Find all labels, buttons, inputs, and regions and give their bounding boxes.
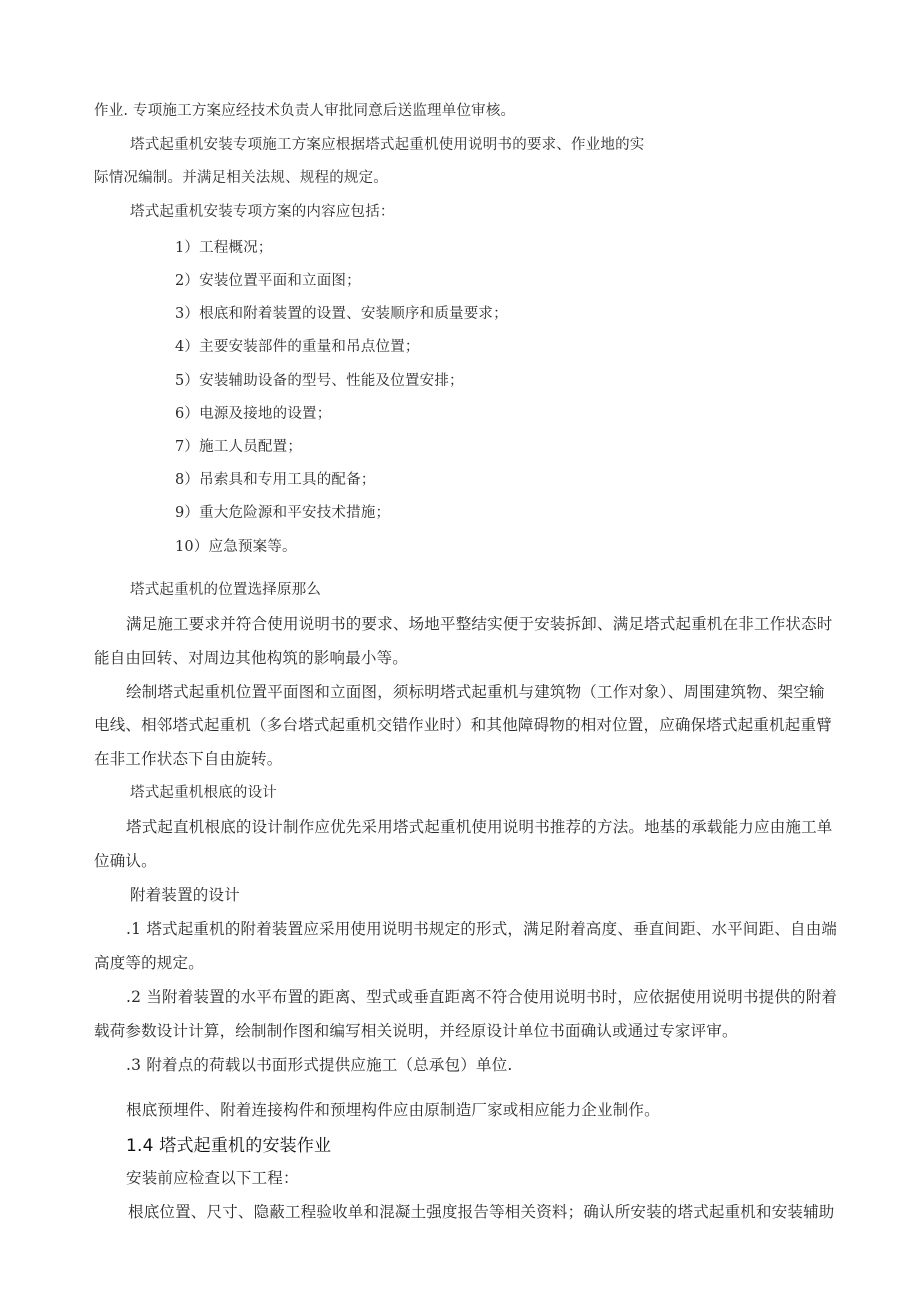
text-line: 安装前应检查以下工程： bbox=[126, 1169, 299, 1187]
text-line: .3 附着点的荷载以书面形式提供应施工（总承包）单位. bbox=[126, 1056, 513, 1074]
text-line: 电线、相邻塔式起重机（多台塔式起重机交错作业时）和其他障碍物的相对位置，应确保塔式起重机起重臂 bbox=[94, 716, 832, 734]
text-line: 塔式起重机安装专项施工方案应根据塔式起重机使用说明书的要求、作业地的实 bbox=[130, 137, 645, 153]
list-item: 8）吊索具和专用工具的配备； bbox=[175, 472, 376, 488]
text-line: 塔式起直机根底的设计制作应优先采用塔式起重机使用说明书推荐的方法。地基的承载能力应由施工单 bbox=[126, 818, 833, 836]
list-item: 7）施工人员配置； bbox=[175, 439, 303, 455]
text-line: 根底位置、尺寸、隐蔽工程验收单和混凝土强度报告等相关资料；确认所安装的塔式起重机和安装辅助 bbox=[128, 1203, 835, 1221]
section-heading: 附着装置的设计 bbox=[130, 886, 240, 904]
section-heading: 塔式起重机根底的设计 bbox=[130, 785, 277, 801]
list-item: 4）主要安装部件的重量和吊点位置； bbox=[175, 339, 420, 355]
text-line: 根底预埋件、附着连接构件和预埋构件应由原制造厂家或相应能力企业制作。 bbox=[126, 1101, 660, 1119]
list-item: 6）电源及接地的设置； bbox=[175, 406, 332, 422]
list-item: 2）安装位置平面和立面图； bbox=[175, 273, 361, 289]
list-item: 9）重大危险源和平安技术措施； bbox=[175, 505, 391, 521]
section-title: 1.4 塔式起重机的安装作业 bbox=[126, 1136, 332, 1156]
list-item: 5）安装辅助设备的型号、性能及位置安排； bbox=[175, 373, 464, 389]
text-line: 能自由回转、对周边其他构筑的影响最小等。 bbox=[94, 649, 409, 667]
text-line: .1 塔式起重机的附着装置应采用使用说明书规定的形式，满足附着高度、垂直间距、水平间距、自由端 bbox=[126, 920, 838, 938]
text-line: 作业. 专项施工方案应经技术负责人审批同意后送监理单位审核。 bbox=[94, 103, 516, 119]
list-item: 1）工程概况； bbox=[175, 240, 273, 256]
text-line: 载荷参数设计计算，绘制制作图和编写相关说明，并经原设计单位书面确认或通过专家评审。 bbox=[94, 1022, 738, 1040]
text-line: .2 当附着装置的水平布置的距离、型式或垂直距离不符合使用说明书时，应依据使用说明书提供的附着 bbox=[126, 988, 838, 1006]
list-item: 3）根底和附着装置的设置、安装顺序和质量要求； bbox=[175, 306, 508, 322]
text-line: 绘制塔式起重机位置平面图和立面图，须标明塔式起重机与建筑物（工作对象）、周围建筑物、架空输 bbox=[126, 683, 825, 701]
text-line: 塔式起重机安装专项方案的内容应包括： bbox=[130, 204, 395, 220]
text-line: 位确认。 bbox=[94, 852, 157, 870]
text-line: 高度等的规定。 bbox=[94, 954, 204, 972]
list-item: 10）应急预案等。 bbox=[175, 539, 297, 555]
section-heading: 塔式起重机的位置选择原那么 bbox=[130, 582, 322, 598]
text-line: 际情况编制。并满足相关法规、规程的规定。 bbox=[94, 170, 388, 186]
text-line: 在非工作状态下自由旋转。 bbox=[94, 750, 283, 768]
text-line: 满足施工要求并符合使用说明书的要求、场地平整结实便于安装拆卸、满足塔式起重机在非工作状态时 bbox=[126, 615, 833, 633]
